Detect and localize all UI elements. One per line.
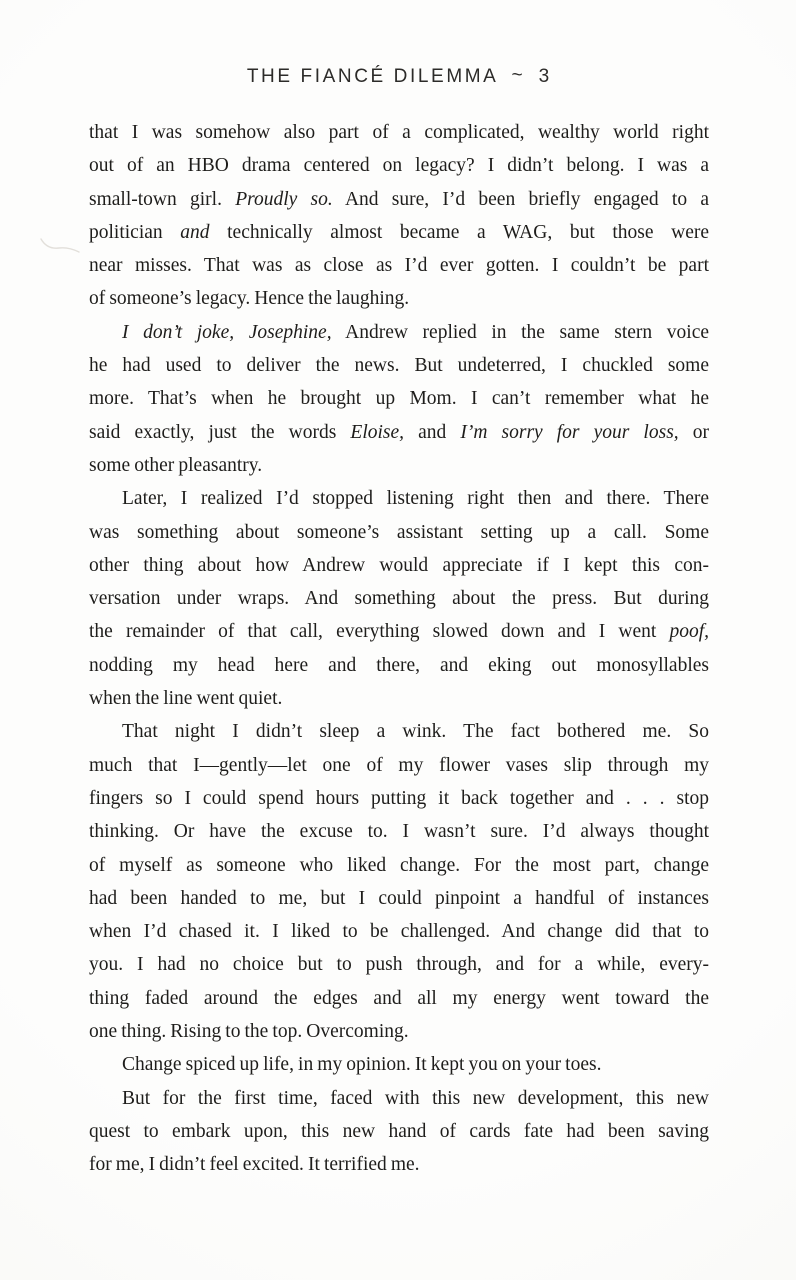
text-run: for me, I didn’t feel excited. It terrified me. — [89, 1154, 420, 1176]
text-line — [89, 116, 709, 149]
text-line — [89, 149, 709, 182]
margin-smudge-mark — [38, 233, 82, 261]
text-line — [89, 516, 709, 549]
text-run: one thing. Rising to the top. Overcoming. — [89, 1021, 409, 1043]
text-line — [89, 915, 709, 948]
text-run: Later, I realized I’d stopped listening right then and there. There — [122, 488, 709, 510]
text-run: and — [404, 421, 461, 443]
text-line — [89, 1048, 709, 1081]
text-run: thing faded around the edges and all my energy went toward the — [89, 987, 709, 1009]
italic-text-run: poof, — [669, 621, 709, 643]
page-number: 3 — [538, 66, 550, 87]
text-run: of someone’s legacy. Hence the laughing. — [89, 288, 410, 310]
text-run: small-town girl. — [89, 188, 236, 210]
italic-text-run: and — [180, 221, 210, 243]
text-run: that I was somehow also part of a complicated, wealthy world right — [89, 122, 709, 143]
text-run: or — [678, 421, 709, 443]
text-run: But for the first time, faced with this new development, this new — [122, 1087, 709, 1109]
text-run: other thing about how Andrew would appreciate if I kept this con- — [89, 554, 709, 576]
text-line — [89, 749, 709, 782]
text-run: And sure, I’d been briefly engaged to a — [332, 188, 709, 210]
text-line — [89, 582, 709, 615]
text-run: you. I had no choice but to push through, and for a while, every- — [89, 954, 709, 976]
italic-text-run: Eloise, — [350, 421, 405, 443]
text-line — [89, 1082, 709, 1115]
text-line — [89, 549, 709, 582]
text-run: technically almost became a WAG, but those were — [209, 221, 709, 243]
text-run: the remainder of that call, everything slowed down and I went — [89, 621, 670, 643]
text-line — [89, 948, 709, 981]
text-line — [89, 849, 709, 882]
text-run: versation under wraps. And something about the press. But during — [89, 588, 709, 610]
text-run: fingers so I could spend hours putting it back together and . . . stop — [89, 787, 709, 809]
text-run: politician — [89, 221, 181, 243]
text-run: nodding my head here and there, and eking out monosyllables — [89, 654, 709, 676]
text-run: more. That’s when he brought up Mom. I can’t remember what he — [89, 388, 709, 410]
text-run: Change spiced up life, in my opinion. It kept you on your toes. — [122, 1054, 602, 1076]
text-line — [89, 649, 709, 682]
text-line — [89, 782, 709, 815]
text-line — [89, 482, 709, 515]
text-run: said exactly, just the words — [89, 421, 351, 443]
tilde-separator: ~ — [511, 65, 523, 86]
text-line — [89, 682, 709, 715]
text-run: was something about someone’s assistant setting up a call. Some — [89, 521, 709, 543]
italic-text-run: Proudly so. — [235, 188, 333, 210]
text-run: of myself as someone who liked change. For the most part, change — [89, 854, 709, 876]
text-line — [89, 1015, 709, 1048]
text-line — [89, 1115, 709, 1148]
text-run: some other pleasantry. — [89, 454, 263, 476]
text-run: he had used to deliver the news. But undeterred, I chuckled some — [89, 355, 709, 377]
text-line — [89, 183, 709, 216]
text-line — [89, 982, 709, 1015]
text-line — [89, 1148, 709, 1181]
text-line — [89, 216, 709, 249]
text-line — [89, 882, 709, 915]
italic-text-run: I don’t joke, Josephine, — [122, 321, 332, 343]
text-run: had been handed to me, but I could pinpoint a handful of instances — [89, 887, 709, 909]
text-line — [89, 382, 709, 415]
running-header-title: THE FIANCÉ DILEMMA — [246, 66, 499, 87]
running-header — [0, 66, 796, 88]
text-run: thinking. Or have the excuse to. I wasn’t sure. I’d always thought — [89, 821, 709, 843]
text-run: Andrew replied in the same stern voice — [331, 321, 710, 343]
text-run: when I’d chased it. I liked to be challenged. And change did that to — [89, 921, 709, 943]
italic-text-run: I’m sorry for your loss, — [460, 421, 679, 443]
text-run: when the line went quiet. — [89, 688, 283, 710]
text-run: much that I—gently—let one of my flower vases slip through my — [89, 754, 709, 776]
text-run: quest to embark upon, this new hand of cards fate had been saving — [89, 1120, 709, 1142]
text-line — [89, 249, 709, 282]
text-line — [89, 449, 709, 482]
text-line — [89, 815, 709, 848]
text-line — [89, 416, 709, 449]
text-run: That night I didn’t sleep a wink. The fact bothered me. So — [122, 721, 709, 743]
text-line — [89, 715, 709, 748]
text-line — [89, 282, 709, 315]
text-line — [89, 615, 709, 648]
text-run: near misses. That was as close as I’d ever gotten. I couldn’t be part — [89, 255, 709, 277]
text-run: out of an HBO drama centered on legacy? I didn’t belong. I was a — [89, 155, 709, 177]
page-body — [89, 116, 709, 1182]
text-line — [89, 349, 709, 382]
text-line — [89, 316, 709, 349]
